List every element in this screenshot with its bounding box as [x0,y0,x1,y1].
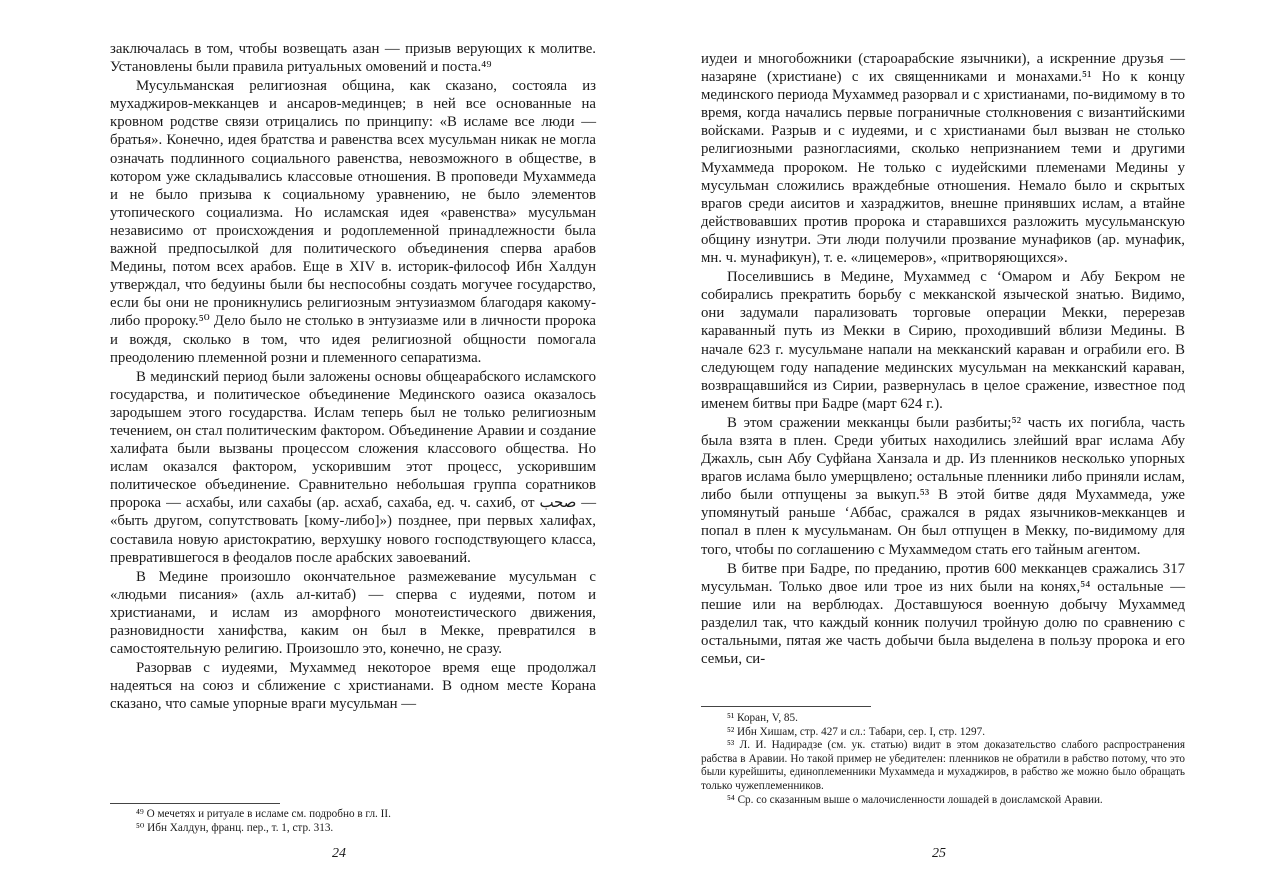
paragraph: иудеи и многобожники (староарабские язычники), а искренние друзья — назаряне (христиане) с их священниками и монахами.⁵¹ Но к концу мединского периода Мухаммед разорвал и с христианами, по-видимому в то время, когда начались первые пограничные столкновения с византийскими войсками. Разрыв и с иудеями, и с христианами был вызван не столько религиозными разногласиями, сколько непризнанием теми и другими Мухаммеда пророком. Не только с иудейскими племенами Медины у мусульман сложились враждебные отношения. Немало было и скрытых врагов среди аиситов и хазраджитов, внешне принявших ислам, а втайне действовавших против пророка и старавшихся разложить мусульманскую общину изнутри. Эти люди получили прозвание мунафиков (ар. мунафик, мн. ч. мунафикун), т. е. «лицемеров», «притворяющихся». [701,51,1185,267]
left-page-body [110,40,596,713]
paragraph: Мусульманская религиозная община, как сказано, состояла из мухаджиров-мекканцев и ансаров-мединцев; в ней все основанные на кровном родстве связи отрицались по принципу: «В исламе все люди — братья». Конечно, идея братства и равенства всех мусульман никак не могла означать подлинного социального равенства, невозможного в обществе, в котором уже складывались классовые отношения. В проповеди Мухаммеда и не было призыва к социальному уравнению, не было элементов утопического социализма. Но исламская идея «равенства» мусульман независимо от происхождения и родоплеменной принадлежности была важной предпосылкой для политического объединения сперва арабов Медины, потом всех арабов. Еще в XIV в. историк-философ Ибн Халдун утверждал, что бедуины были бы неспособны создать могучее государство, если бы они не проникнулись религиозным энтузиазмом благодаря какому-либо пророку.⁵⁰ Дело было не столько в энтузиазме или в личности пророка и вождя, сколько в том, что идея религиозной общности помогала преодолению племенной розни и племенного сепаратизма. [110,78,596,366]
footnote: ⁵⁴ Ср. со сказанным выше о малочисленности лошадей в доисламской Аравии. [727,793,1103,806]
page-number: 25 [932,846,946,861]
left-footnotes [110,808,596,835]
paragraph: Разорвав с иудеями, Мухаммед некоторое время еще продолжал надеяться на союз и сближение с христианами. В одном месте Корана сказано, что самые упорные враги мусульман — [110,660,596,713]
footnote: ⁵² Ибн Хишам, стр. 427 и сл.: Табари, сер. I, стр. 1297. [727,725,985,738]
paragraph: заключалась в том, чтобы возвещать азан — призыв верующих к молитве. Установлены были правила ритуальных омовений и поста.⁴⁹ [110,41,596,76]
paragraph: В мединский период были заложены основы общеарабского исламского государства, и политическое объединение Мединского оазиса оказалось зародышем этого государства. Ислам теперь был не только религиозным течением, он стал политическим фактором. Объединение Аравии и создание халифата были вызваны процессом сложения классового общества. Но ислам оказался фактором, ускорившим этот процесс, ускорившим политическое объединение. Сравнительно небольшая группа соратников пророка — асхабы, или сахабы (ар. асхаб, сахаба, ед. ч. сахиб, от صحب — «быть другом, сопутствовать [кому-либо]») позднее, при первых халифах, составила новую аристократию, верхушку нового господствующего класса, превратившегося в феодалов после арабских завоеваний. [110,368,596,566]
page-number: 24 [332,846,346,861]
paragraph: В битве при Бадре, по преданию, против 600 мекканцев сражались 317 мусульман. Только двое или трое из них были на конях,⁵⁴ остальные — пешие или на верблюдах. Доставшуюся военную добычу Мухаммед разделил так, что каждый конник получил тройную долю по сравнению с остальными, пятая же часть добычи была выделена в пользу пророка и его семьи, си- [701,560,1185,668]
paragraph: Поселившись в Медине, Мухаммед с ʻОмаром и Абу Бекром не собирались прекратить борьбу с мекканской языческой знатью. Видимо, они задумали парализовать торговые операции Мекки, перерезав караванный путь из Мекки в Сирию, проходивший вблизи Медины. В начале 623 г. мусульмане напали на мекканский караван и ограбили его. В следующем году нападение мединских мусульман на мекканский караван, возвращавшийся из Сирии, развернулась в целое сражение, известное под именем битвы при Бадре (март 624 г.). [701,269,1185,412]
footnote: ⁴⁹ О мечетях и ритуале в исламе см. подробно в гл. II. [136,808,391,820]
footnote: ⁵³ Л. И. Надирадзе (см. ук. статью) видит в этом доказательство слабого распространения рабства в Аравии. Но такой пример не убедителен: пленников не обратили в рабство потому, что это были курейшиты, единоплеменники Мухаммеда и мухаджиров, в рабство же можно было обращать только чужеплеменников. [701,739,1185,792]
footnote: ⁵⁰ Ибн Халдун, франц. пер., т. 1, стр. 313. [136,821,334,834]
right-page-body [701,50,1185,668]
right-footnotes [701,712,1185,807]
footnote-divider [110,803,280,804]
paragraph: В этом сражении мекканцы были разбиты;⁵² часть их погибла, часть была взята в плен. Среди убитых находились злейший враг ислама Абу Джахль, сын Абу Суфйана Ханзала и др. Из пленников несколько упорных врагов ислама было умерщвлено; остальные пленники либо приняли ислам, либо были отпущены за выкуп.⁵³ В этой битве дядя Мухаммеда, уже упомянутый раньше ʻАббас, сражался в рядах язычников-мекканцев и попал в плен к мусульманам. Он был отпущен в Мекку, по-видимому для того, чтобы по соглашению с Мухаммедом стать его тайным агентом. [701,414,1185,558]
paragraph: В Медине произошло окончательное размежевание мусульман с «людьми писания» (ахль ал-китаб) — сперва с иудеями, потом и христианами, и ислам из аморфного монотеистического движения, разновидности ханифства, каким он был в Мекке, превратился в самостоятельную религию. Произошло это, конечно, не сразу. [110,568,596,658]
footnote: ⁵¹ Коран, V, 85. [727,712,798,724]
right-page [631,0,1262,887]
footnote-divider [701,706,871,707]
